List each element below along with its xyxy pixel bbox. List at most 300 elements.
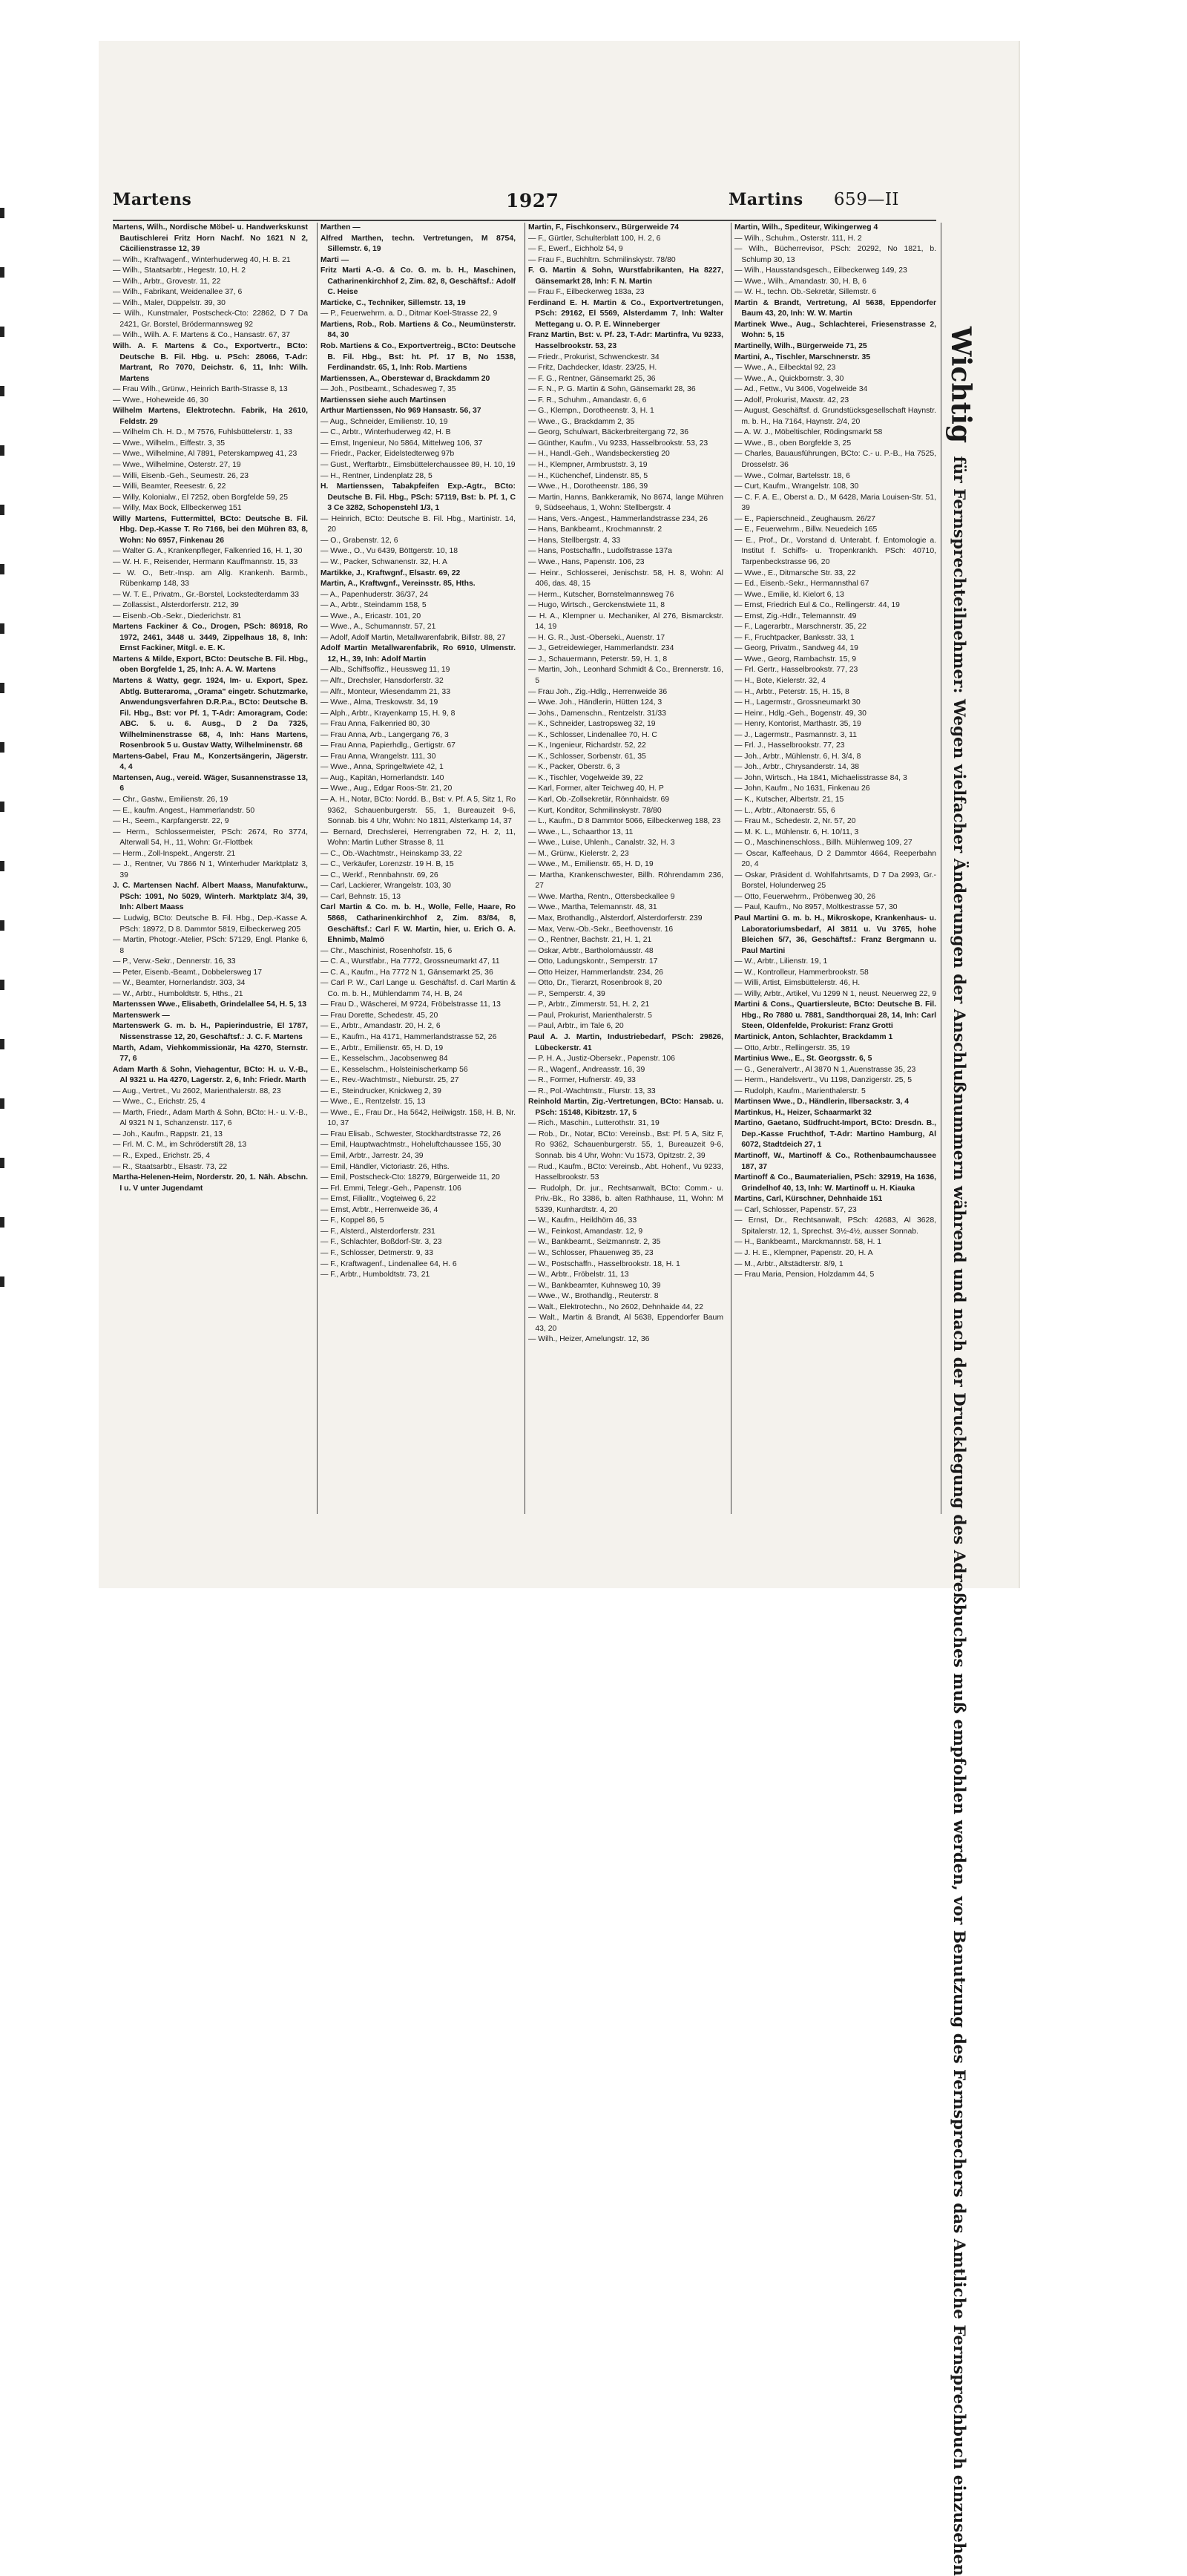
directory-entry: — L., Kaufm., D 8 Dammtor 5066, Eilbeckerweg 188, 23 bbox=[528, 817, 721, 826]
directory-entry: — C. A., Kaufm., Ha 7772 N 1, Gänsemarkt 25, 36 bbox=[320, 968, 493, 977]
directory-entry: Martens Fackiner & Co., Drogen, PSch: 86918, Ro 1972, 2461, 3448 u. 3449, Zippelhaus 18, 8, Inh: Ernst Fackiner, Mitgl. e. E. K. bbox=[113, 623, 308, 653]
directory-entry: — Karl, Former, alter Teichweg 40, H. P bbox=[528, 784, 664, 793]
directory-entry: Martinoff & Co., Baumaterialien, PSch: 32919, Ha 1636, Grindelhof 40, 13, Inh: W. Martinoff u. H. Kiauka bbox=[734, 1173, 936, 1193]
directory-entry: — C., Arbtr., Winterhuderweg 42, H. B bbox=[320, 428, 451, 437]
directory-entry: — Wwe., W., Brothandlg., Reuterstr. 8 bbox=[528, 1292, 659, 1301]
directory-entry: — Carl P. W., Carl Lange u. Geschäftsf. d. Carl Martin & Co. m. b. H., Mühlendamm 74, H. B, 24 bbox=[320, 979, 516, 998]
directory-entry: — August, Geschäftsf. d. Grundstücksgesellschaft Haynstr. m. b. H., Ha 7164, Haynstr. 2/4, 20 bbox=[734, 407, 937, 426]
header-page-number: 659—II bbox=[833, 190, 899, 209]
directory-entry: — A., Papenhuderstr. 36/37, 24 bbox=[320, 590, 428, 599]
directory-entry: Martens & Milde, Export, BCto: Deutsche B. Fil. Hbg., oben Borgfelde 1, 25, Inh: A. A. W. Martens bbox=[113, 655, 308, 675]
directory-entry: Martienssen, A., Oberstewar d, Brackdamm 20 bbox=[320, 374, 490, 383]
directory-entry: — Wwe., L., Schaarthor 13, 11 bbox=[528, 827, 634, 836]
directory-entry: Adam Marth & Sohn, Viehagentur, BCto: H. u. V.-B., Al 9321 u. Ha 4270, Lagerstr. 2, 6, Inh: Friedr. Marth bbox=[113, 1065, 308, 1085]
directory-entry: — Eisenb.-Ob.-Sekr., Diederichstr. 81 bbox=[113, 612, 242, 620]
directory-entry: — W. H., techn. Ob.-Sekretär, Sillemstr. 6 bbox=[734, 288, 877, 297]
directory-entry: — Wwe., E., Frau Dr., Ha 5642, Heilwigstr. 158, H. B, Nr. 10, 37 bbox=[320, 1108, 516, 1128]
directory-entry: — H. A., Klempner u. Mechaniker, Al 276, Bismarckstr. 14, 19 bbox=[528, 612, 723, 632]
directory-entry: — Adolf, Adolf Martin, Metallwarenfabrik, Billstr. 88, 27 bbox=[320, 633, 506, 642]
directory-entry: Martenswerk — bbox=[113, 1011, 170, 1020]
directory-entry: Alfred Marthen, techn. Vertretungen, M 8754, Sillemstr. 6, 19 bbox=[320, 234, 516, 254]
directory-entry: — Henry, Kontorist, Marthastr. 35, 19 bbox=[734, 720, 861, 729]
directory-entry: — Ernst, Filialltr., Vogteiweg 6, 22 bbox=[320, 1195, 436, 1204]
directory-entry: — G., Klempn., Dorotheenstr. 3, H. 1 bbox=[528, 407, 654, 416]
directory-entry: Martenssen Wwe., Elisabeth, Grindelallee 54, H. 5, 13 bbox=[113, 1000, 307, 1009]
directory-entry: — Wwe., B., oben Borgfelde 3, 25 bbox=[734, 439, 852, 448]
directory-entry: — Martha, Krankenschwester, Billh. Röhrendamm 236, 27 bbox=[528, 871, 723, 891]
directory-entry: — Heinrich, BCto: Deutsche B. Fil. Hbg., Martinistr. 14, 20 bbox=[320, 514, 516, 534]
directory-entry: — Wwe., C., Erichstr. 25, 4 bbox=[113, 1098, 205, 1107]
directory-entry: — M., Arbtr., Altstädterstr. 8/9, 1 bbox=[734, 1259, 844, 1268]
directory-entry: Martienssen siehe auch Martinsen bbox=[320, 396, 447, 404]
directory-entry: — Frau Maria, Pension, Holzdamm 44, 5 bbox=[734, 1271, 875, 1279]
directory-entry: — Willy, Kolonialw., El 7252, oben Borgfelde 59, 25 bbox=[113, 493, 289, 502]
directory-entry: — W., Bankbeamter, Kuhnsweg 10, 39 bbox=[528, 1281, 661, 1290]
directory-entry: — F., Fruchtpacker, Banksstr. 33, 1 bbox=[734, 633, 855, 642]
directory-entry: — Fritz, Dachdecker, Idastr. 23/25, H. bbox=[528, 364, 657, 373]
directory-entry: Marticke, C., Techniker, Sillemstr. 13, 19 bbox=[320, 298, 466, 307]
directory-entry: Martini, A., Tischler, Marschnerstr. 35 bbox=[734, 353, 871, 361]
directory-entry: — Wwe., Wilhelm., Eiffestr. 3, 35 bbox=[113, 439, 226, 448]
directory-entry: — A. H., Notar, BCto: Nordd. B., Bst: v. Pf. A 5, Sitz 1, Ro 9362, Schauenburgerstr. 55, 1, Bureauzeit 9-6, Sonnab. bis 4 Uhr, Wohn: No 1811, Alsterkamp 14, 37 bbox=[320, 795, 516, 826]
directory-entry: — Herm., Zoll-Inspekt., Angerstr. 21 bbox=[113, 849, 236, 858]
directory-entry: — Wilh., Kraftwagenf., Winterhuderweg 40, H. B. 21 bbox=[113, 255, 291, 264]
directory-entry: — Wilh., Fabrikant, Weidenallee 37, 6 bbox=[113, 288, 243, 297]
directory-entry: — Frau Dorette, Schedestr. 45, 20 bbox=[320, 1011, 438, 1020]
directory-entry: — Frau F., Buchhltrn. Schmilinskystr. 78/80 bbox=[528, 255, 676, 264]
directory-entry: — Hans, Bankbeamt., Krochmannstr. 2 bbox=[528, 525, 662, 534]
directory-entry: Rob. Martiens & Co., Exportvertreig., BCto: Deutsche B. Fil. Hbg., Bst: ht. Pf. 17 B, No 1538, Ferdinandstr. 65, 1, Inh: Rob. Martiens bbox=[320, 342, 516, 373]
directory-entry: Martin & Brandt, Vertretung, Al 5638, Eppendorfer Baum 43, 20, Inh: W. W. Martin bbox=[734, 298, 936, 318]
directory-entry: Marthen — bbox=[320, 223, 361, 232]
directory-entry: — Alfr., Drechsler, Hansdorferstr. 32 bbox=[320, 676, 444, 685]
directory-entry: — Ad., Fettw., Vu 3406, Vogelweide 34 bbox=[734, 385, 868, 394]
directory-entry: — Rudolph, Dr. jur., Rechtsanwalt, BCto: Comm.- u. Priv.-Bk., Ro 3386, b. alten Rathhause, 11, Wohn: M 5339, Kunhardtstr. 4, 20 bbox=[528, 1184, 723, 1214]
directory-entry: — Willy, Max Bock, Ellbeckerweg 151 bbox=[113, 504, 242, 513]
directory-entry: — E., Arbtr., Emilienstr. 65, H. D, 19 bbox=[320, 1043, 444, 1052]
directory-entry: — Hans, Stellbergstr. 4, 33 bbox=[528, 536, 621, 545]
directory-entry: — Curt, Kaufm., Wrangelstr. 108, 30 bbox=[734, 482, 859, 491]
directory-entry: — W., Bankbeamt., Seizmannstr. 2, 35 bbox=[528, 1238, 661, 1247]
directory-entry: — Wwe., A., Eilbecktal 92, 23 bbox=[734, 364, 836, 373]
directory-entry: — Wilh., Wilh. A. F. Martens & Co., Hansastr. 67, 37 bbox=[113, 331, 291, 340]
directory-entry: — Alb., Schiffsoffiz., Heussweg 11, 19 bbox=[320, 666, 450, 675]
directory-entry: — C. F. A. E., Oberst a. D., M 6428, Maria Louisen-Str. 51, 39 bbox=[734, 493, 936, 513]
directory-entry: — Wilh., Kunstmaler, Postscheck-Cto: 22862, D 7 Da 2421, Gr. Borstel, Brödermannsweg 92 bbox=[113, 309, 308, 329]
directory-entry: — Rud., Kaufm., BCto: Vereinsb., Abt. Hohenf., Vu 9233, Hasselbrookstr. 53 bbox=[528, 1162, 723, 1182]
directory-entry: — A., Arbtr., Steindamm 158, 5 bbox=[320, 601, 427, 610]
directory-entry: Carl Martin & Co. m. b. H., Wolle, Felle, Haare, Ro 5868, Catharinenkirchhof 2, Zim. 83/84, 8, Geschäftsf.: Carl F. W. Martin, hier, u. Erich G. A. Ehnimb, Malmö bbox=[320, 903, 516, 945]
directory-entry: — Paul, Arbtr., im Tale 6, 20 bbox=[528, 1022, 624, 1031]
directory-entry: — Ernst, Dr., Rechtsanwalt, PSch: 42683, Al 3628, Spitalerstr. 12, 1, Sprechst. 3½-4½, ausser Sonnab. bbox=[734, 1216, 936, 1236]
scan-edge-strip bbox=[0, 208, 4, 1321]
directory-entry: — Herm., Handelsvertr., Vu 1198, Danzigerstr. 25, 5 bbox=[734, 1076, 913, 1085]
directory-entry: — Wilh., Maler, Düppelstr. 39, 30 bbox=[113, 298, 226, 307]
directory-entry: — F., Schlachter, Boßdorf-Str. 3, 23 bbox=[320, 1238, 442, 1247]
directory-entry: — Frau Anna, Arb., Langergang 76, 3 bbox=[320, 730, 449, 739]
directory-entry: F. G. Martin & Sohn, Wurstfabrikanten, Ha 8227, Gänsemarkt 28, Inh: F. N. Martin bbox=[528, 266, 723, 286]
directory-entry: — Georg, Schulwart, Bäckerbreitergang 72, 36 bbox=[528, 428, 689, 437]
directory-entry: — Wilhelm Ch. H. D., M 7576, Fuhlsbüttelerstr. 1, 33 bbox=[113, 428, 292, 437]
directory-column-2 bbox=[320, 223, 516, 1514]
directory-entry: — P. H. A., Justiz-Obersekr., Papenstr. 106 bbox=[528, 1055, 675, 1063]
directory-entry: — H., Bankbeamt., Marckmannstr. 58, H. 1 bbox=[734, 1238, 882, 1247]
directory-entry: — Carl, Lackierer, Wrangelstr. 103, 30 bbox=[320, 882, 451, 891]
directory-entry: — Alph., Arbtr., Krayenkamp 15, H. 9, 8 bbox=[320, 709, 456, 718]
directory-entry: — Joh., Postbeamt., Schadesweg 7, 35 bbox=[320, 385, 456, 394]
directory-entry: — E., Prof., Dr., Vorstand d. Unterabt. f. Entomologie a. Institut f. Schiffs- u. Tropenkrankh. PSch: 40710, Tarpenbeckstrasse 96, 20 bbox=[734, 536, 936, 566]
directory-entry: — Frl. Emmi, Telegr.-Geh., Papenstr. 106 bbox=[320, 1184, 461, 1193]
directory-entry: Reinhold Martin, Zig.-Vertretungen, BCto: Hansab. u. PSch: 15148, Kibitzstr. 17, 5 bbox=[528, 1098, 723, 1117]
directory-column-4 bbox=[734, 223, 936, 1514]
directory-entry: — H., Arbtr., Peterstr. 15, H. 15, 8 bbox=[734, 687, 849, 696]
directory-entry: — Wwe., Wilhelmine, Osterstr. 27, 19 bbox=[113, 461, 241, 470]
directory-entry: — Willi, Artist, Eimsbüttelerstr. 46, H. bbox=[734, 979, 861, 988]
directory-entry: — Georg, Privatm., Sandweg 44, 19 bbox=[734, 644, 858, 653]
directory-entry: — W. O., Betr.-Insp. am Allg. Krankenh. Barmb., Rübenkamp 148, 33 bbox=[113, 568, 308, 589]
directory-entry: — Paul, Prokurist, Marienthalerstr. 5 bbox=[528, 1011, 652, 1020]
directory-entry: Martiens, Rob., Rob. Martiens & Co., Neumünsterstr. 84, 30 bbox=[320, 320, 516, 340]
directory-entry: — Oscar, Kaffeehaus, D 2 Dammtor 4664, Reeperbahn 20, 4 bbox=[734, 849, 936, 869]
directory-entry: — Willy, Arbtr., Artikel, Vu 1299 N 1, neust. Neuerweg 22, 9 bbox=[734, 989, 937, 998]
side-notice bbox=[945, 327, 976, 2576]
directory-entry: — Wwe., G., Brackdamm 2, 35 bbox=[528, 417, 635, 426]
directory-entry: — W., Feinkost, Amandastr. 12, 9 bbox=[528, 1227, 643, 1236]
directory-entry: Martikke, J., Kraftwgnf., Elsastr. 69, 22 bbox=[320, 568, 461, 577]
directory-entry: — J., Schauermann, Peterstr. 59, H. 1, 8 bbox=[528, 655, 668, 663]
directory-entry: — Alfr., Monteur, Wiesendamm 21, 33 bbox=[320, 687, 450, 696]
directory-entry: — R., Exped., Erichstr. 25, 4 bbox=[113, 1152, 211, 1161]
directory-entry: — Frau Elisab., Schwester, Stockhardtstrasse 72, 26 bbox=[320, 1130, 502, 1138]
directory-entry: Martins, Carl, Kürschner, Dehnhaide 151 bbox=[734, 1195, 883, 1204]
directory-entry: — W., Postschaffn., Hasselbrookstr. 18, H. 1 bbox=[528, 1259, 680, 1268]
directory-entry: — Wwe., Hoheweide 46, 30 bbox=[113, 396, 208, 404]
directory-entry: — P., Feuerwehrm. a. D., Ditmar Koel-Strasse 22, 9 bbox=[320, 309, 498, 318]
directory-entry: — Hans, Postschaffn., Ludolfstrasse 137a bbox=[528, 547, 672, 556]
directory-entry: — Frau F., Eilbeckerweg 183a, 23 bbox=[528, 288, 645, 297]
header-last-name: Martins bbox=[729, 190, 803, 209]
directory-entry: — Wwe., Aug., Edgar Roos-Str. 21, 20 bbox=[320, 784, 453, 793]
directory-entry: Arthur Martienssen, No 969 Hansastr. 56, 37 bbox=[320, 407, 481, 416]
directory-entry: — E., Feuerwehrm., Billw. Neuedeich 165 bbox=[734, 525, 878, 534]
directory-entry: — F., Alsterd., Alsterdorferstr. 231 bbox=[320, 1227, 435, 1236]
directory-entry: — Aug., Kapitän, Hornerlandstr. 140 bbox=[320, 773, 444, 782]
directory-entry: — Wilh., Staatsarbtr., Hegestr. 10, H. 2 bbox=[113, 266, 246, 275]
directory-entry: — F., Lagerarbtr., Marschnerstr. 35, 22 bbox=[734, 623, 867, 632]
directory-entry: — Wilh., Arbtr., Grovestr. 11, 22 bbox=[113, 277, 221, 286]
directory-entry: — Wwe., Luise, Uhlenh., Canalstr. 32, H. 3 bbox=[528, 839, 675, 848]
directory-entry: — R., Former, Hufnerstr. 49, 33 bbox=[528, 1076, 636, 1085]
directory-entry: — Frau Anna, Papierhdlg., Gertigstr. 67 bbox=[320, 741, 456, 750]
directory-entry: — Wwe. Martha, Rentn., Ottersbeckallee 9 bbox=[528, 892, 675, 901]
directory-entry: — E., Kaufm., Ha 4171, Hammerlandstrasse 52, 26 bbox=[320, 1033, 497, 1042]
directory-entry: — Wwe., Colmar, Bartelsstr. 18, 6 bbox=[734, 471, 850, 480]
directory-entry: — Wwe., E., Ditmarsche Str. 33, 22 bbox=[734, 568, 856, 577]
directory-entry: — Willi, Beamter, Reesestr. 6, 22 bbox=[113, 482, 226, 491]
directory-entry: — Heinr., Hdlg.-Geh., Bogenstr. 49, 30 bbox=[734, 709, 867, 718]
directory-entry: — Herm., Schlossermeister, PSch: 2674, Ro 3774, Alterwall 54, H., 11, Wohn: Gr.-Flottbek bbox=[113, 827, 308, 848]
directory-entry: Martens, Wilh., Nordische Möbel- u. Handwerkskunst Bautischlerei Fritz Horn Nachf. No 1621 N 2, Cäcilienstrasse 12, 39 bbox=[113, 223, 308, 254]
directory-entry: — W., Arbtr., Lilienstr. 19, 1 bbox=[734, 957, 828, 966]
directory-entry: — Wwe., A., Schumannstr. 57, 21 bbox=[320, 623, 436, 632]
directory-entry: — Wwe., H., Dorotheenstr. 186, 39 bbox=[528, 482, 648, 491]
directory-entry: — K., Packer, Oberstr. 6, 3 bbox=[528, 763, 620, 772]
directory-entry: — Ludwig, BCto: Deutsche B. Fil. Hbg., Dep.-Kasse A. PSch: 18972, D 8. Dammtor 5819, Eilbeckerweg 205 bbox=[113, 914, 308, 934]
directory-entry: — J. H. E., Klempner, Papenstr. 20, H. A bbox=[734, 1248, 873, 1257]
directory-entry: — Emil, Hauptwachtmstr., Hoheluftchaussee 155, 30 bbox=[320, 1141, 502, 1150]
directory-entry: — Rich., Maschin., Lutterothstr. 31, 19 bbox=[528, 1119, 660, 1128]
directory-entry: — K., Schlosser, Sorbenstr. 61, 35 bbox=[528, 752, 646, 761]
page-header bbox=[113, 190, 899, 220]
directory-entry: Martin, F., Fischkonserv., Bürgerweide 74 bbox=[528, 223, 680, 232]
directory-entry: — G., Generalvertr., Al 3870 N 1, Auenstrasse 35, 23 bbox=[734, 1065, 916, 1074]
directory-entry: — Martin, Photogr.-Atelier, PSch: 57129, Engl. Planke 6, 8 bbox=[113, 936, 308, 955]
directory-entry: — Wwe. Joh., Händlerin, Hütten 124, 3 bbox=[528, 698, 662, 707]
directory-entry: — Adolf, Prokurist, Maxstr. 42, 23 bbox=[734, 396, 849, 404]
directory-entry: — W., Arbtr., Humboldtstr. 5, Hths., 21 bbox=[113, 989, 243, 998]
directory-entry: — F., Ewerf., Eichholz 54, 9 bbox=[528, 245, 623, 254]
directory-entry: — Joh., Kaufm., Rappstr. 21, 13 bbox=[113, 1130, 223, 1138]
directory-entry: — F., Koppel 86, 5 bbox=[320, 1216, 384, 1225]
directory-entry: — Frl. Gertr., Hasselbrookstr. 77, 23 bbox=[734, 666, 858, 675]
directory-entry: — E., Papierschneid., Zeughausm. 26/27 bbox=[734, 514, 876, 523]
directory-entry: — Otto, Feuerwehrm., Pröbenweg 30, 26 bbox=[734, 892, 876, 901]
directory-entry: — E., Arbtr., Amandastr. 20, H. 2, 6 bbox=[320, 1022, 441, 1031]
directory-entry: — Friedr., Packer, Eidelstedterweg 97b bbox=[320, 450, 455, 459]
directory-entry: — Ernst, Friedrich Eul & Co., Rellingerstr. 44, 19 bbox=[734, 601, 900, 610]
directory-entry: — Walter G. A., Krankenpfleger, Falkenried 16, H. 1, 30 bbox=[113, 547, 303, 556]
directory-entry: — Joh., Arbtr., Mühlenstr. 6, H. 3/4, 8 bbox=[734, 752, 861, 761]
directory-entry: — H., Rentner, Lindenplatz 28, 5 bbox=[320, 471, 433, 480]
directory-entry: — Willi, Eisenb.-Geh., Seumestr. 26, 23 bbox=[113, 471, 249, 480]
directory-entry: — Bernard, Drechslerei, Herrengraben 72, H. 2, 11, Wohn: Martin Luther Strasse 8, 11 bbox=[320, 827, 516, 848]
directory-entry: Martinsen Wwe., D., Händlerin, Ilbersackstr. 3, 4 bbox=[734, 1098, 910, 1107]
directory-entry: — Paul, Kaufm., No 8957, Moltkestrasse 57, 30 bbox=[734, 903, 898, 912]
directory-entry: — C., Ob.-Wachtmstr., Heinskamp 33, 22 bbox=[320, 849, 462, 858]
directory-entry: — Wilh., Schuhm., Osterstr. 111, H. 2 bbox=[734, 234, 862, 243]
header-year: 1927 bbox=[506, 190, 559, 212]
directory-entry: — E., Kesselschm., Holsteinischerkamp 56 bbox=[320, 1065, 468, 1074]
directory-entry: — Wwe., Wilh., Amandastr. 30, H. B, 6 bbox=[734, 277, 867, 286]
directory-entry: — Emil, Händler, Victoriastr. 26, Hths. bbox=[320, 1162, 450, 1171]
directory-entry: — R., Pol.-Wachtmstr., Flurstr. 13, 33 bbox=[528, 1087, 656, 1095]
directory-entry: Martensen, Aug., vereid. Wäger, Susannenstrasse 13, 6 bbox=[113, 773, 308, 793]
directory-entry: — F. N., P. G. Martin & Sohn, Gänsemarkt 28, 36 bbox=[528, 385, 696, 394]
directory-entry: — P., Semperstr. 4, 39 bbox=[528, 989, 605, 998]
directory-entry: — Wwe., Hans, Papenstr. 106, 23 bbox=[528, 557, 645, 566]
directory-entry: — Martin, Joh., Leonhard Schmidt & Co., Brennerstr. 16, 5 bbox=[528, 666, 723, 685]
directory-entry: — M. K. L., Mühlenstr. 6, H. 10/11, 3 bbox=[734, 827, 859, 836]
directory-entry: Fritz Marti A.-G. & Co. G. m. b. H., Maschinen, Catharinenkirchhof 2, Zim. 82, 8, Geschäftsf.: Adolf C. Heise bbox=[320, 266, 516, 297]
directory-entry: — Karl, Ob.-Zollsekretär, Rönnhaidstr. 69 bbox=[528, 795, 669, 804]
directory-entry: Marti — bbox=[320, 255, 349, 264]
directory-entry: Martinius Wwe., E., St. Georgsstr. 6, 5 bbox=[734, 1055, 872, 1063]
directory-entry: — Chr., Maschinist, Rosenhofstr. 15, 6 bbox=[320, 946, 453, 955]
directory-entry: — M., Grünw., Kielerstr. 2, 23 bbox=[528, 849, 629, 858]
directory-entry: Ferdinand E. H. Martin & Co., Exportvertretungen, PSch: 29162, El 5569, Alsterdamm 7, Inh: Walter Mettegang u. O. P. E. Winneberger bbox=[528, 298, 723, 329]
directory-entry: — Carl, Behnstr. 15, 13 bbox=[320, 892, 401, 901]
directory-entry: — Max, Verw.-Ob.-Sekr., Beethovenstr. 16 bbox=[528, 925, 674, 934]
column-divider bbox=[317, 223, 318, 1514]
directory-entry: — R., Staatsarbtr., Elsastr. 73, 22 bbox=[113, 1162, 228, 1171]
directory-entry: — Wwe., O., Vu 6439, Böttgerstr. 10, 18 bbox=[320, 547, 458, 556]
directory-entry: — Ernst, Ingenieur, No 5864, Mittelweg 106, 37 bbox=[320, 439, 483, 448]
directory-entry: — Aug., Vertret., Vu 2602, Marienthalerstr. 88, 23 bbox=[113, 1087, 281, 1095]
directory-entry: — F., Kraftwagenf., Lindenallee 64, H. 6 bbox=[320, 1259, 457, 1268]
directory-entry: — Carl, Schlosser, Papenstr. 57, 23 bbox=[734, 1205, 857, 1214]
directory-entry: — W., Packer, Schwanenstr. 32, H. A bbox=[320, 557, 447, 566]
directory-entry: — K., Schneider, Lastropsweg 32, 19 bbox=[528, 720, 656, 729]
directory-entry: — O., Grabenstr. 12, 6 bbox=[320, 536, 398, 545]
directory-entry: — W. T. E., Privatm., Gr.-Borstel, Lockstedterdamm 33 bbox=[113, 590, 299, 599]
directory-entry: Martinick, Anton, Schlachter, Brackdamm 1 bbox=[734, 1033, 893, 1042]
directory-entry: Franz Martin, Bst: v. Pf. 23, T-Adr: Martinfra, Vu 9233, Hasselbrookstr. 53, 23 bbox=[528, 331, 723, 351]
directory-entry: — Max, Brothandlg., Alsterdorf, Alsterdorferstr. 239 bbox=[528, 914, 703, 922]
directory-entry: — Wwe., Emilie, kl. Kielort 6, 13 bbox=[734, 590, 844, 599]
directory-entry: — Friedr., Prokurist, Schwenckestr. 34 bbox=[528, 353, 660, 361]
directory-entry: — Aug., Schneider, Emilienstr. 10, 19 bbox=[320, 417, 448, 426]
directory-entry: — H., Küchenchef, Lindenstr. 85, 5 bbox=[528, 471, 648, 480]
directory-entry: — Frau Joh., Zig.-Hdlg., Herrenweide 36 bbox=[528, 687, 668, 696]
directory-entry: — Hans, Vers.-Angest., Hammerlandstrasse 234, 26 bbox=[528, 514, 708, 523]
directory-entry: — O., Maschinenschloss., Billh. Mühlenweg 109, 27 bbox=[734, 839, 913, 848]
directory-entry: — Kurt, Konditor, Schmilinskystr. 78/80 bbox=[528, 806, 662, 815]
side-notice-text: für Fernsprechteilnehmer: Wegen vielfacher Änderungen der Anschlußnummern während und nach der Drucklegung des Adreßbuches muß empfohlen werden, vor Benutzung des Fernsprechers das Amtliche Fernsprechbuch einzusehen bbox=[950, 456, 968, 2576]
directory-entry: — F., Schlosser, Detmerstr. 9, 33 bbox=[320, 1248, 433, 1257]
directory-entry: Martinek Wwe., Aug., Schlachterei, Friesenstrasse 2, Wohn: 5, 15 bbox=[734, 320, 936, 340]
directory-entry: Martenswerk G. m. b. H., Papierindustrie, El 1787, Nissenstrasse 12, 20, Geschäftsf.: J. C. F. Martens bbox=[113, 1022, 308, 1042]
directory-entry: — Wwe., A., Quickbornstr. 3, 30 bbox=[734, 374, 844, 383]
directory-entry: Martha-Helenen-Heim, Norderstr. 20, 1. Näh. Abschn. I u. V unter Jugendamt bbox=[113, 1173, 308, 1193]
directory-entry: — F., Gürtler, Schulterblatt 100, H. 2, 6 bbox=[528, 234, 661, 243]
directory-entry: — P., Arbtr., Zimmerstr. 51, H. 2, 21 bbox=[528, 1000, 650, 1009]
directory-entry: Martin, A., Kraftwgnf., Vereinsstr. 85, Hths. bbox=[320, 580, 476, 589]
directory-entry: — W., Kaufm., Heildhörn 46, 33 bbox=[528, 1216, 637, 1225]
directory-entry: — Walt., Elektrotechn., No 2602, Dehnhaide 44, 22 bbox=[528, 1302, 703, 1311]
directory-entry: — J., Lagermstr., Pasmannstr. 3, 11 bbox=[734, 730, 857, 739]
directory-entry: — Wilh., Bücherrevisor, PSch: 20292, No 1821, b. Schlump 30, 13 bbox=[734, 245, 936, 264]
directory-entry: — Emil, Postscheck-Cto: 18279, Bürgerweide 11, 20 bbox=[320, 1173, 500, 1182]
directory-entry: — K., Tischler, Vogelweide 39, 22 bbox=[528, 773, 643, 782]
directory-entry: Martens & Watty, gegr. 1924, Im- u. Export, Spez. Abtlg. Butteraroma, „Orama" eingetr. Schutzmarke, Anwendungsverfahren D.R.P.a., BCto: Deutsche B. Fil. Hbg., Bst: vor Pf. 1, T-Adr: Amoragram, Code: ABC. 5. u. 6. Ausg., D 2 Da 7325, Wilhelminenstrasse 68, 4, Inh: Hans Martens, Rosenbrook 5 u. Gustav Watty, Wilhelminenstr. 68 bbox=[113, 676, 308, 750]
directory-entry: — C. A., Wurstfabr., Ha 7772, Grossneumarkt 47, 11 bbox=[320, 957, 500, 966]
directory-column-3 bbox=[528, 223, 723, 1514]
directory-entry: — F. R., Schuhm., Amandastr. 6, 6 bbox=[528, 396, 647, 404]
side-notice-title: Wichtig bbox=[945, 327, 976, 444]
directory-entry: Martinkus, H., Heizer, Schaarmarkt 32 bbox=[734, 1108, 872, 1117]
directory-entry: — W., Beamter, Hornerlandstr. 303, 34 bbox=[113, 979, 246, 988]
directory-entry: — O., Rentner, Bachstr. 21, H. 1, 21 bbox=[528, 936, 652, 945]
directory-column-1 bbox=[113, 223, 308, 1514]
directory-entry: — F., Arbtr., Humboldtstr. 73, 21 bbox=[320, 1271, 430, 1279]
directory-entry: — W., Schlosser, Phauenweg 35, 23 bbox=[528, 1248, 654, 1257]
directory-entry: — Wilh., Hausstandsgesch., Eilbeckerweg 149, 23 bbox=[734, 266, 907, 275]
directory-entry: — Charles, Bauausführungen, BCto: C.- u. P.-B., Ha 7525, Drosselstr. 36 bbox=[734, 450, 936, 470]
directory-entry: Willy Martens, Futtermittel, BCto: Deutsche B. Fil. Hbg. Dep.-Kasse T. Ro 7166, bei den Mühren 83, 8, Wohn: No 6957, Finkenau 26 bbox=[113, 514, 308, 545]
directory-entry: — Otto Heizer, Hammerlandstr. 234, 26 bbox=[528, 968, 663, 977]
directory-entry: — E., Rev.-Wachtmstr., Nieburstr. 25, 27 bbox=[320, 1076, 459, 1085]
directory-entry: Martinelly, Wilh., Bürgerweide 71, 25 bbox=[734, 342, 867, 351]
directory-entry: — Martin, Hanns, Bankkeramik, No 8674, lange Mühren 9, Südseehaus, 1, Wohn: Stellbergstr. 4 bbox=[528, 493, 723, 513]
directory-entry: — C., Werkf., Rennbahnstr. 69, 26 bbox=[320, 871, 438, 879]
directory-entry: — Johs., Damenschn., Rentzelstr. 31/33 bbox=[528, 709, 666, 718]
directory-entry: — Frau Wilh., Grünw., Heinrich Barth-Strasse 8, 13 bbox=[113, 385, 288, 394]
directory-entry: — K., Kutscher, Albertstr. 21, 15 bbox=[734, 795, 844, 804]
directory-entry: — Ed., Eisenb.-Sekr., Hermannsthal 67 bbox=[734, 580, 869, 589]
directory-entry: — A. W. J., Möbeltischler, Rödingsmarkt 58 bbox=[734, 428, 883, 437]
directory-entry: — Wwe., Wilhelmine, Al 7891, Peterskampweg 41, 23 bbox=[113, 450, 297, 459]
directory-entry: — H., Bote, Kielerstr. 32, 4 bbox=[734, 676, 826, 685]
directory-entry: Martens-Gabel, Frau M., Konzertsängerin, Jägerstr. 4, 4 bbox=[113, 752, 308, 772]
directory-entry: — F. G., Rentner, Gänsemarkt 25, 36 bbox=[528, 374, 656, 383]
directory-entry: — Frau Anna, Wrangelstr. 111, 30 bbox=[320, 752, 436, 761]
directory-entry: — Otto, Dr., Tierarzt, Rosenbrook 8, 20 bbox=[528, 979, 662, 988]
directory-entry: — Wwe., Alma, Treskowstr. 34, 19 bbox=[320, 698, 438, 707]
directory-entry: — Wwe., Georg, Rambachstr. 15, 9 bbox=[734, 655, 857, 663]
directory-entry: — Frau M., Schedestr. 2, Nr. 57, 20 bbox=[734, 817, 856, 826]
directory-entry: — Oskar, Präsident d. Wohlfahrtsamts, D 7 Da 2993, Gr.-Borstel, Holunderweg 25 bbox=[734, 871, 936, 891]
directory-entry: — Zollassist., Alsterdorferstr. 212, 39 bbox=[113, 601, 239, 610]
directory-entry: — W., Kontrolleur, Hammerbrookstr. 58 bbox=[734, 968, 869, 977]
directory-entry: — Otto, Arbtr., Rellingerstr. 35, 19 bbox=[734, 1043, 850, 1052]
directory-entry: — W. H. F., Reisender, Hermann Kauffmannstr. 15, 33 bbox=[113, 557, 298, 566]
directory-entry: — Herm., Kutscher, Bornstelmannsweg 76 bbox=[528, 590, 674, 599]
directory-entry: — Frl. M. C. M., im Schröderstift 28, 13 bbox=[113, 1141, 247, 1150]
directory-entry: Wilhelm Martens, Elektrotechn. Fabrik, Ha 2610, Feldstr. 29 bbox=[113, 407, 308, 426]
directory-entry: Wilh. A. F. Martens & Co., Exportvertr., BCto: Deutsche B. Fil. Hbg. u. PSch: 28066, T-Adr: Martrant, Ro 7070, Deichstr. 6, 11, Inh: Wilh. Martens bbox=[113, 342, 308, 383]
directory-entry: — Wwe., Anna, Springeltwiete 42, 1 bbox=[320, 763, 444, 772]
header-first-name: Martens bbox=[113, 190, 192, 209]
header-rule bbox=[113, 220, 936, 221]
directory-entry: — Frl. J., Hasselbrookstr. 77, 23 bbox=[734, 741, 845, 750]
directory-entry: — H., Handl.-Geh., Wandsbeckerstieg 20 bbox=[528, 450, 670, 459]
directory-entry: Martino, Gaetano, Südfrucht-Import, BCto: Dresdn. B., Dep.-Kasse Fruchthof, T-Adr: Martino Hamburg, Al 6072, Stadtdeich 27, 1 bbox=[734, 1119, 936, 1150]
directory-entry: — R., Wagenf., Andreasstr. 16, 39 bbox=[528, 1065, 645, 1074]
directory-entry: — K., Schlosser, Lindenallee 70, H. C bbox=[528, 730, 657, 739]
directory-entry: — Gust., Werftarbtr., Eimsbüttelerchaussee 89, H. 10, 19 bbox=[320, 461, 516, 470]
directory-entry: — Frau Anna, Falkenried 80, 30 bbox=[320, 720, 430, 729]
directory-entry: — E., Kesselschm., Jacobsenweg 84 bbox=[320, 1055, 448, 1063]
directory-entry: — Ernst, Zig.-Hdlr., Telemannstr. 49 bbox=[734, 612, 857, 620]
directory-entry: Martin, Wilh., Spediteur, Wikingerweg 4 bbox=[734, 223, 878, 232]
directory-entry: — Walt., Martin & Brandt, Al 5638, Eppendorfer Baum 43, 20 bbox=[528, 1314, 723, 1333]
directory-entry: — Wwe., E., Rentzelstr. 15, 13 bbox=[320, 1098, 426, 1107]
directory-entry: Martini & Cons., Quartiersleute, BCto: Deutsche B. Fil. Hbg., Ro 7880 u. 7881, Sandthorquai 28, 14, Inh: Carl Steen, Oldenfelde, Prokurist: Franz Grotti bbox=[734, 1000, 936, 1031]
directory-entry: — Günther, Kaufm., Vu 9233, Hasselbrookstr. 53, 23 bbox=[528, 439, 708, 448]
directory-entry: — Peter, Eisenb.-Beamt., Dobbelersweg 17 bbox=[113, 968, 262, 977]
directory-entry: — E., kaufm. Angest., Hammerlandstr. 50 bbox=[113, 806, 255, 815]
directory-entry: — Emil, Arbtr., Jarrestr. 24, 39 bbox=[320, 1152, 424, 1161]
directory-entry: — John, Wirtsch., Ha 1841, Michaelisstrasse 84, 3 bbox=[734, 773, 907, 782]
directory-entry: — J., Rentner, Vu 7866 N 1, Winterhuder Marktplatz 3, 39 bbox=[113, 860, 308, 879]
directory-entry: — E., Steindrucker, Knickweg 2, 39 bbox=[320, 1087, 441, 1095]
directory-entry: — Wwe., A., Ericastr. 101, 20 bbox=[320, 612, 421, 620]
directory-entry: H. Martienssen, Tabakpfeifen Exp.-Agtr., BCto: Deutsche B. Fil. Hbg., PSch: 57119, Bst: b. Pf. 1, C 3 Ce 3282, Schopenstehl 1/3, 1 bbox=[320, 482, 516, 513]
directory-entry: — Hugo, Wirtsch., Gerckenstwiete 11, 8 bbox=[528, 601, 665, 610]
directory-entry: — Joh., Arbtr., Chrysanderstr. 14, 38 bbox=[734, 763, 860, 772]
directory-entry: — Rudolph, Kaufm., Marienthalerstr. 5 bbox=[734, 1087, 866, 1095]
directory-entry: — Otto, Ladungskontr., Semperstr. 17 bbox=[528, 957, 658, 966]
directory-entry: — Oskar, Arbtr., Bartholomäusstr. 48 bbox=[528, 946, 654, 955]
directory-entry: — W., Arbtr., Fröbelstr. 11, 13 bbox=[528, 1271, 629, 1279]
directory-entry: — H., Seem., Karpfangerstr. 22, 9 bbox=[113, 817, 229, 826]
directory-entry: — H., Lagermstr., Grossneumarkt 30 bbox=[734, 698, 861, 707]
directory-entry: — K., Ingenieur, Richardstr. 52, 22 bbox=[528, 741, 646, 750]
directory-entry: Adolf Martin Metallwarenfabrik, Ro 6910, Ulmenstr. 12, H., 39, Inh: Adolf Martin bbox=[320, 644, 516, 663]
directory-entry: — H., Klempner, Armbruststr. 3, 19 bbox=[528, 461, 648, 470]
directory-entry: — J., Getreidewieger, Hammerlandstr. 234 bbox=[528, 644, 674, 653]
directory-entry: Paul A. J. Martin, Industriebedarf, PSch: 29826, Lübeckerstr. 41 bbox=[528, 1033, 723, 1052]
